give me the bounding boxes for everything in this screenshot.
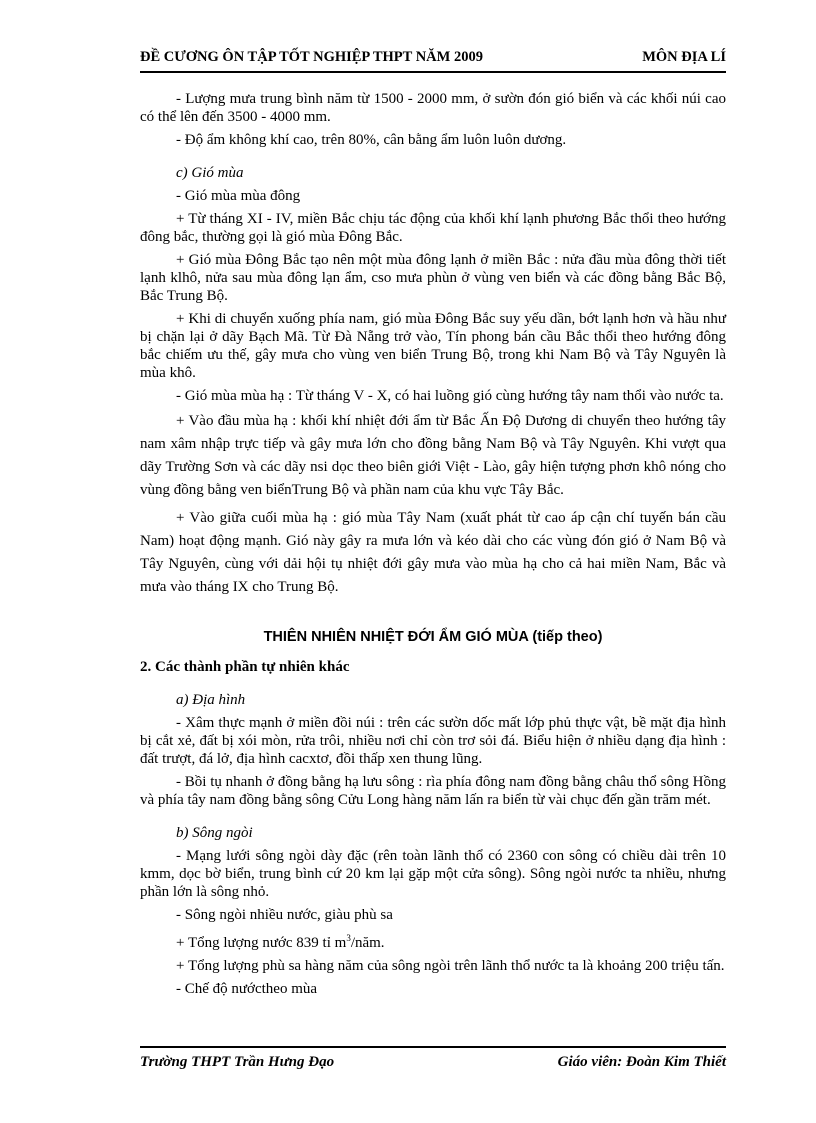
paragraph: - Độ ẩm không khí cao, trên 80%, cân bằng ẩm luôn luôn dương. <box>176 132 567 148</box>
superscript: 3 <box>346 933 351 943</box>
subsection-heading: c) Gió mùa <box>176 165 244 181</box>
subsection-heading: a) Địa hình <box>176 692 246 708</box>
page-footer <box>140 1054 726 1071</box>
paragraph: - Xâm thực mạnh ở miền đồi núi : trên các sườn dốc mất lớp phủ thực vật, bề mặt địa hình bị cắt xẻ, đất bị xói mòn, rửa trôi, nhiều nơi chỉ còn trơ sỏi đá. Biểu hiện ở nhiều dạng địa hình : đất trượt, đá lở, địa hình cacxtơ, đồi thấp xen thung lũng. <box>140 715 726 767</box>
paragraph: - Gió mùa mùa hạ : Từ tháng V - X, có hai luồng gió cùng hướng tây nam thổi vào nước ta. <box>176 388 724 404</box>
paragraph: - Gió mùa mùa đông <box>176 188 301 204</box>
paragraph: + Tổng lượng phù sa hàng năm của sông ngòi trên lãnh thổ nước ta là khoảng 200 triệu tấn. <box>176 958 725 974</box>
header-rule <box>140 71 726 73</box>
paragraph: - Sông ngòi nhiều nước, giàu phù sa <box>176 907 393 923</box>
section-title: THIÊN NHIÊN NHIỆT ĐỚI ẨM GIÓ MÙA (tiếp theo) <box>263 629 603 645</box>
subsection-heading: b) Sông ngòi <box>176 825 253 841</box>
paragraph: + Vào đầu mùa hạ : khối khí nhiệt đới ẩm từ Bắc Ấn Độ Dương di chuyển theo hướng tây nam xâm nhập trực tiếp và gây mưa lớn cho đồng bằng Nam Bộ và Tây Nguyên. Khi vượt qua dãy Trường Sơn và các dãy nsi dọc theo biên giới Việt - Lào, gây hiện tượng phơn khô nóng cho vùng đồng bằng ven biểnTrung Bộ và phần nam của khu vực Tây Bắc. <box>140 413 726 498</box>
header-subject: MÔN ĐỊA LÍ <box>642 49 726 65</box>
paragraph: - Lượng mưa trung bình năm từ 1500 - 2000 mm, ở sườn đón gió biển và các khối núi cao có thể lên đến 3500 - 4000 mm. <box>140 91 726 125</box>
page-content <box>140 90 726 1003</box>
paragraph: + Khi di chuyển xuống phía nam, gió mùa Đông Bắc suy yếu dần, bớt lạnh hơn và hầu như bị chặn lại ở dãy Bạch Mã. Từ Đà Nẵng trở vào, Tín phong bán cầu Bắc thổi theo hướng đông bắc chiếm ưu thế, gây mưa cho vùng ven biển Trung Bộ, trong khi Nam Bộ và Tây Nguyên là mùa khô. <box>140 311 726 381</box>
paragraph: + Vào giữa cuối mùa hạ : gió mùa Tây Nam (xuất phát từ cao áp cận chí tuyến bán cầu Nam) hoạt động mạnh. Gió này gây ra mưa lớn và kéo dài cho các vùng đón gió ở Nam Bộ và Tây Nguyên, cùng với dải hội tụ nhiệt đới gây mưa vào mùa hạ cho cả hai miền Nam, Bắc và mưa vào tháng IX cho Trung Bộ. <box>140 510 726 595</box>
paragraph: - Bồi tụ nhanh ở đồng bằng hạ lưu sông : rìa phía đông nam đồng bằng châu thổ sông Hồng và phía tây nam đồng bằng sông Cửu Long hàng năm lấn ra biển từ vài chục đến gần trăm mét. <box>140 774 726 808</box>
paragraph <box>140 929 726 952</box>
footer-teacher: Giáo viên: Đoàn Kim Thiết <box>557 1054 726 1070</box>
header-title: ĐỀ CƯƠNG ÔN TẬP TỐT NGHIỆP THPT NĂM 2009 <box>140 49 483 65</box>
section-heading: 2. Các thành phần tự nhiên khác <box>140 659 350 675</box>
paragraph: + Gió mùa Đông Bắc tạo nên một mùa đông lạnh ở miền Bắc : nửa đầu mùa đông thời tiết lạnh klhô, nửa sau mùa đông lạn ẩm, cso mưa phùn ở vùng ven biển và các đồng bằng Bắc Bộ, Bắc Trung Bộ. <box>140 252 726 304</box>
paragraph: - Mạng lưới sông ngòi dày đặc (rên toàn lãnh thổ có 2360 con sông có chiều dài trên 10 kmm, dọc bờ biển, trung bình cứ 20 km lại gặp một cửa sông). Sông ngòi nước ta nhiều, nhưng phần lớn là sông nhỏ. <box>140 848 726 900</box>
paragraph: + Từ tháng XI - IV, miền Bắc chịu tác động của khối khí lạnh phương Bắc thổi theo hướng đông bắc, thường gọi là gió mùa Đông Bắc. <box>140 211 726 245</box>
page-header <box>140 49 726 66</box>
paragraph-text: + Tổng lượng nước 839 tỉ m <box>176 935 347 951</box>
footer-rule <box>140 1046 726 1048</box>
paragraph-text: /năm. <box>350 935 385 951</box>
paragraph: - Chế độ nướctheo mùa <box>176 981 318 997</box>
footer-school: Trường THPT Trần Hưng Đạo <box>140 1054 335 1070</box>
